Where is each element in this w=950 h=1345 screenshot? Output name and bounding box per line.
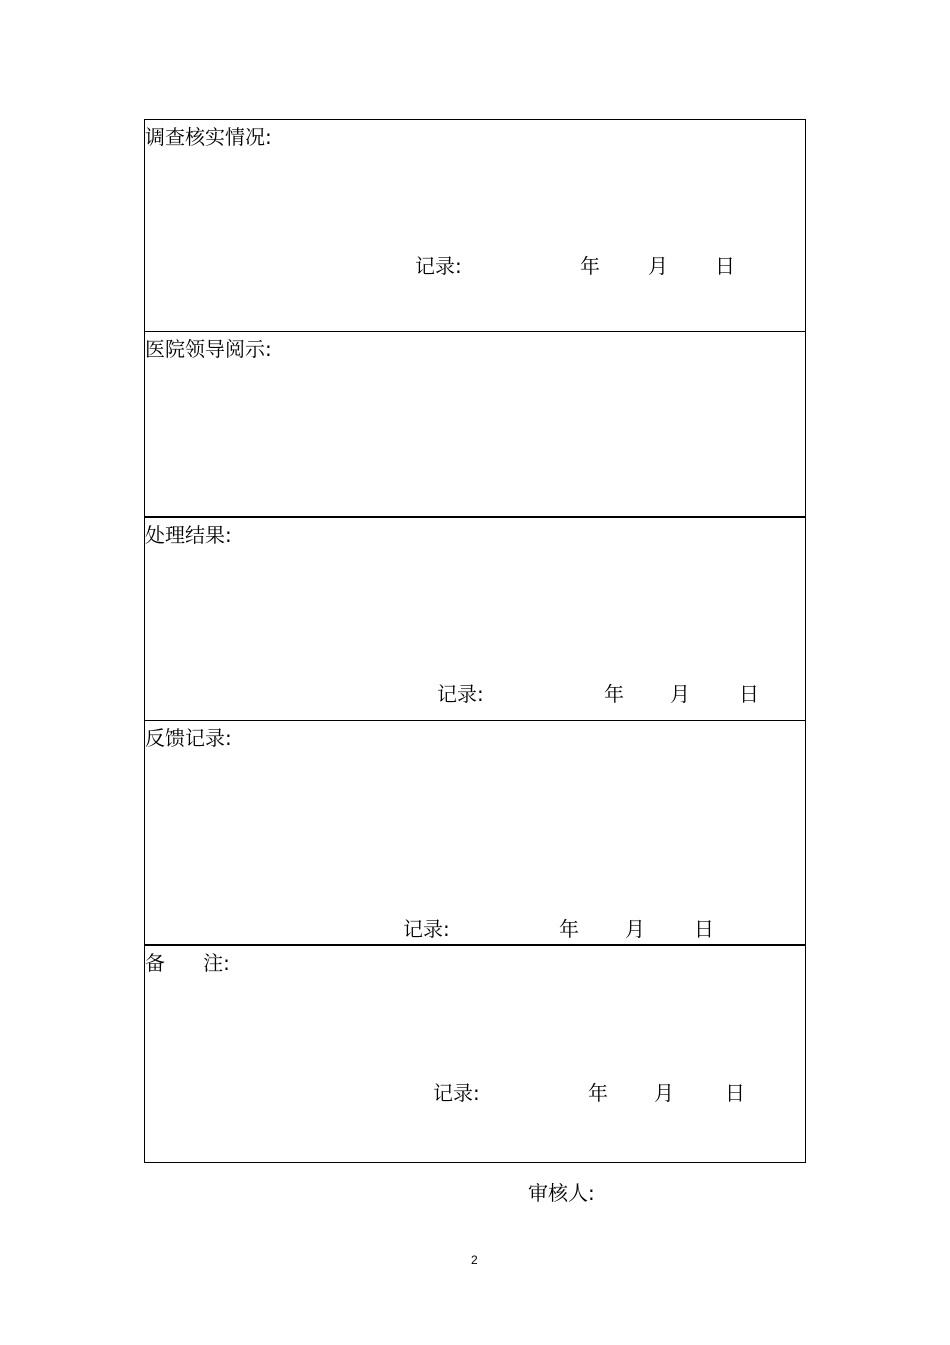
section-investigation xyxy=(145,120,805,331)
record-line-investigation xyxy=(415,254,745,278)
record-year: 年 xyxy=(604,682,624,706)
reviewer-label: 审核人: xyxy=(528,1181,595,1205)
record-line-feedback xyxy=(403,917,733,941)
section-feedback xyxy=(145,720,805,944)
record-label: 记录: xyxy=(433,1081,480,1105)
record-line-remarks xyxy=(433,1081,763,1105)
record-label: 记录: xyxy=(437,682,484,706)
record-month: 月 xyxy=(654,1081,674,1105)
section-label-remarks: 备 注: xyxy=(145,951,230,975)
record-month: 月 xyxy=(648,254,668,278)
section-remarks xyxy=(145,944,805,1162)
record-year: 年 xyxy=(559,917,579,941)
section-label-leader-review: 医院领导阅示: xyxy=(145,337,272,361)
record-year: 年 xyxy=(580,254,600,278)
section-label-feedback: 反馈记录: xyxy=(145,726,232,750)
record-day: 日 xyxy=(694,917,714,941)
form-table xyxy=(144,119,806,1163)
record-month: 月 xyxy=(670,682,690,706)
record-line-handling-result xyxy=(437,682,767,706)
record-day: 日 xyxy=(739,682,759,706)
record-label: 记录: xyxy=(415,254,462,278)
record-label: 记录: xyxy=(403,917,450,941)
page-number: 2 xyxy=(471,1253,478,1267)
section-label-handling-result: 处理结果: xyxy=(145,523,232,547)
record-day: 日 xyxy=(715,254,735,278)
section-label-investigation: 调查核实情况: xyxy=(145,125,272,149)
section-handling-result xyxy=(145,516,805,720)
record-day: 日 xyxy=(725,1081,745,1105)
section-leader-review xyxy=(145,331,805,516)
record-year: 年 xyxy=(588,1081,608,1105)
record-month: 月 xyxy=(625,917,645,941)
